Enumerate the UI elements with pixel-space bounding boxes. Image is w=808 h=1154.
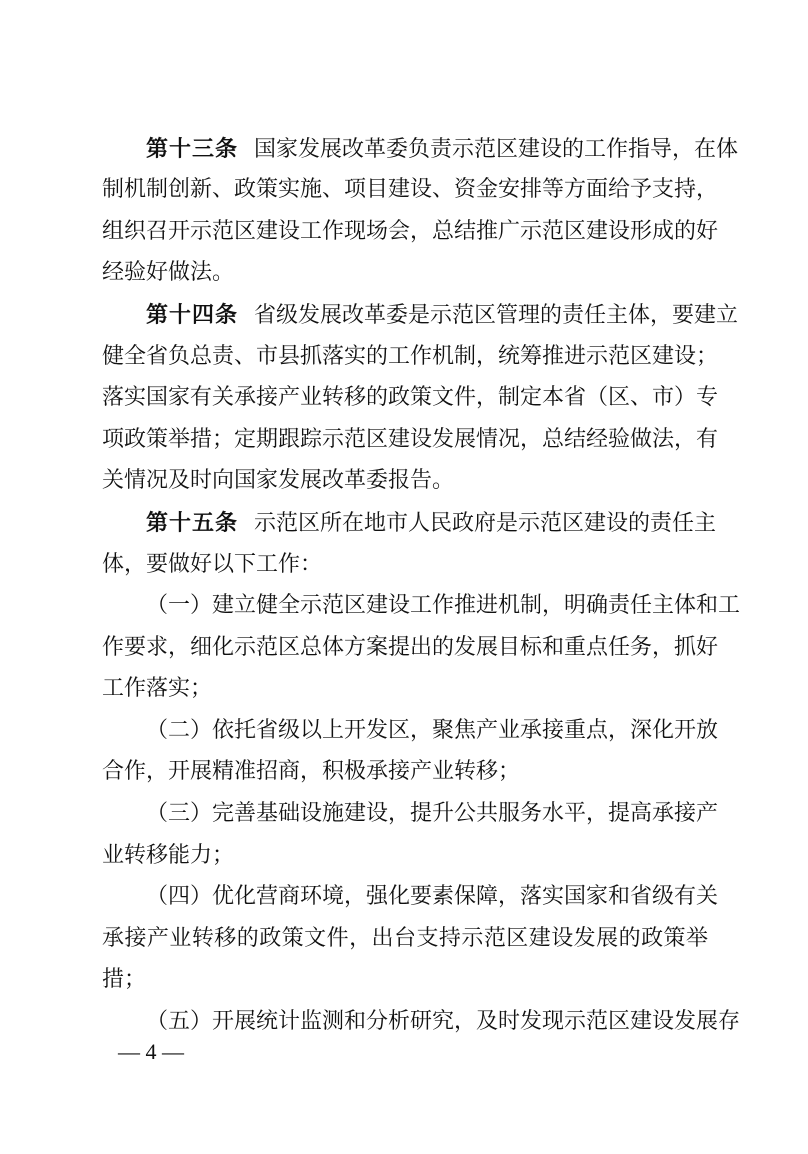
article-14-line-1 <box>102 295 739 336</box>
article-14-line-3: 落实国家有关承接产业转移的政策文件，制定本省（区、市）专 <box>102 385 719 410</box>
article-13-line-2: 制机制创新、政策实施、项目建设、资金安排等方面给予支持， <box>102 177 719 202</box>
item-4-line-2: 承接产业转移的政策文件，出台支持示范区建设发展的政策举 <box>102 926 708 951</box>
item-2-line-1: （二）依托省级以上开发区，聚焦产业承接重点，深化开放 <box>146 718 719 743</box>
article-13-line-4: 经验好做法。 <box>102 260 235 285</box>
item-3-line-2: 业转移能力； <box>102 843 235 868</box>
item-2-line-2: 合作，开展精准招商，积极承接产业转移； <box>102 759 521 784</box>
article-13-line-1 <box>102 129 739 170</box>
item-1-line-3: 工作落实； <box>102 676 213 701</box>
article-14-line-5: 关情况及时向国家发展改革委报告。 <box>102 468 455 493</box>
article-13-text-1: 国家发展改革委负责示范区建设的工作指导，在体 <box>254 137 739 162</box>
article-15-text-1: 示范区所在地市人民政府是示范区建设的责任主 <box>254 511 717 536</box>
item-5-line-1: （五）开展统计监测和分析研究，及时发现示范区建设发展存 <box>146 1009 741 1034</box>
article-14-line-4: 项政策举措；定期跟踪示范区建设发展情况，总结经验做法，有 <box>102 427 719 452</box>
article-14-line-2: 健全省负总责、市县抓落实的工作机制，统筹推进示范区建设； <box>102 344 719 369</box>
item-1-line-1: （一）建立健全示范区建设工作推进机制，明确责任主体和工 <box>146 593 741 618</box>
article-15-line-1 <box>102 503 717 544</box>
article-13-label: 第十三条 <box>146 136 239 162</box>
article-14-label: 第十四条 <box>146 302 239 328</box>
item-4-line-3: 措； <box>102 967 147 992</box>
item-1-line-2: 作要求，细化示范区总体方案提出的发展目标和重点任务，抓好 <box>102 635 719 660</box>
article-13-line-3: 组织召开示范区建设工作现场会，总结推广示范区建设形成的好 <box>102 219 719 244</box>
item-4-line-1: （四）优化营商环境，强化要素保障，落实国家和省级有关 <box>146 884 719 909</box>
article-15-label: 第十五条 <box>146 510 239 536</box>
item-3-line-1: （三）完善基础设施建设，提升公共服务水平，提高承接产 <box>146 801 719 826</box>
article-15-line-2: 体，要做好以下工作： <box>102 552 323 577</box>
article-14-text-1: 省级发展改革委是示范区管理的责任主体，要建立 <box>254 303 739 328</box>
page-number: — 4 — <box>118 1039 184 1064</box>
